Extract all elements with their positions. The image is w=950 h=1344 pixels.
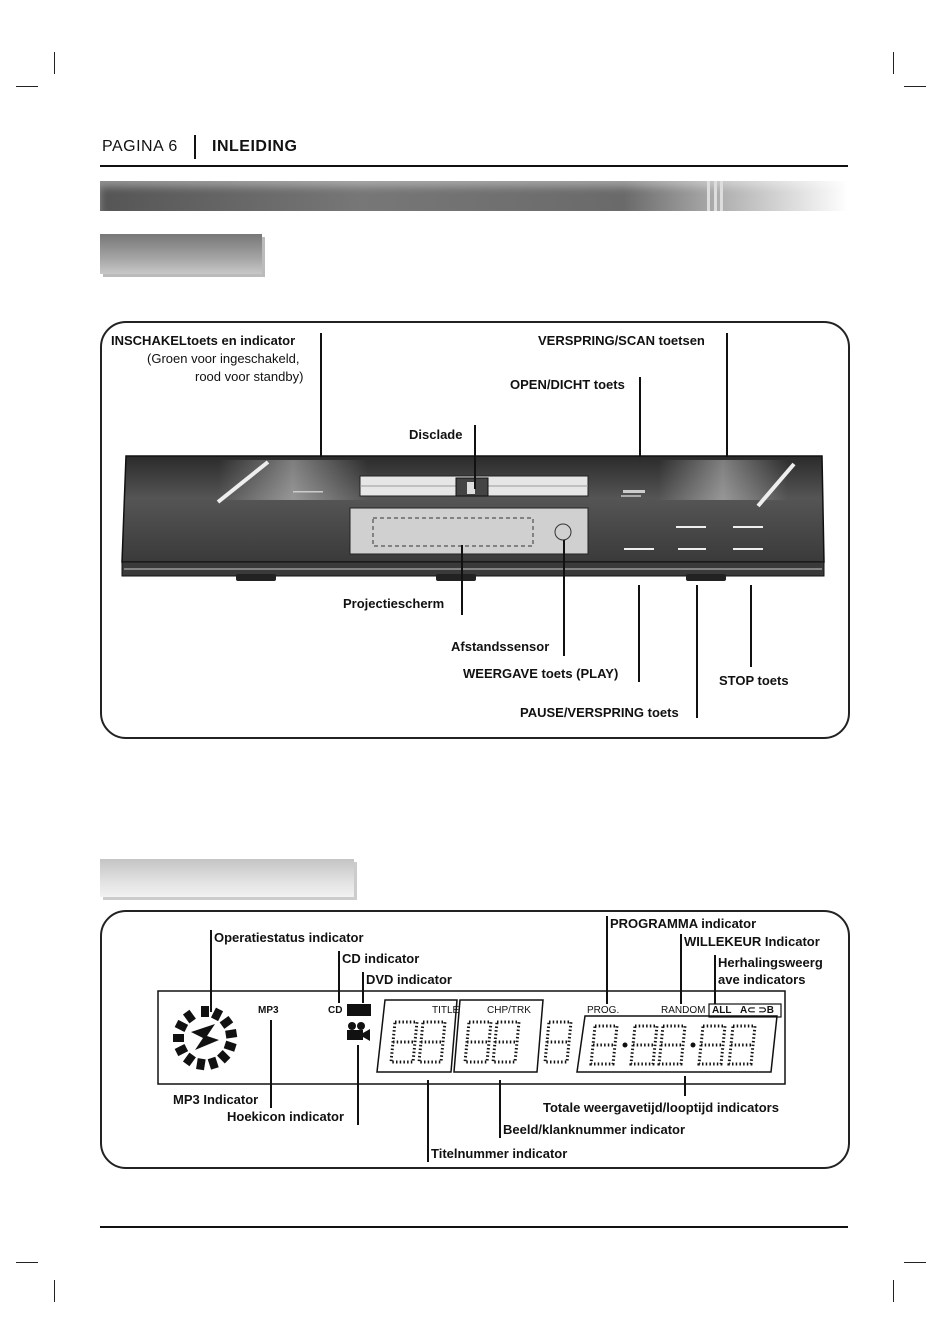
label-chapter-track: Beeld/klanknummer indicator (503, 1122, 686, 1137)
footer-rule (100, 1226, 848, 1228)
label-remote-sensor: Afstandssensor (451, 639, 550, 654)
title-band (100, 181, 848, 211)
leader-line (714, 955, 716, 1004)
leader-line (696, 585, 698, 718)
lcd-cd: CD (328, 1005, 343, 1016)
crop-mark (16, 1262, 38, 1263)
leader-line (320, 333, 322, 457)
label-open-close: OPEN/DICHT toets (510, 377, 625, 392)
leader-line (606, 916, 608, 1004)
crop-mark (893, 52, 894, 74)
label-stop: STOP toets (719, 673, 789, 688)
crop-mark (54, 1280, 55, 1302)
crop-mark (904, 1262, 926, 1263)
label-power-button: INSCHAKELtoets en indicator (111, 333, 296, 348)
leader-line (726, 333, 728, 457)
crop-mark (893, 1280, 894, 1302)
section-title: INLEIDING (212, 138, 298, 155)
lcd-chp-trk: CHP/TRK (487, 1005, 531, 1016)
leader-line (638, 585, 640, 682)
page-number: PAGINA 6 (102, 138, 178, 155)
band-stripe (707, 181, 710, 211)
label-title-number: Titelnummer indicator (431, 1146, 568, 1161)
label-repeat: Herhalingsweerg (718, 955, 823, 970)
label-total-time: Totale weergavetijd/looptijd indicators (543, 1100, 779, 1115)
leader-line (499, 1080, 501, 1138)
section-heading-display-window (100, 859, 354, 897)
lcd-mp3: MP3 (258, 1005, 279, 1016)
leader-line (357, 1045, 359, 1125)
band-stripe (720, 181, 723, 211)
lcd-prog: PROG. (587, 1005, 620, 1016)
leader-line (750, 585, 752, 667)
label-power-note: (Groen voor ingeschakeld, (147, 351, 300, 366)
label-skip-scan: VERSPRING/SCAN toetsen (538, 333, 705, 348)
leader-line (639, 377, 641, 457)
crop-mark (904, 86, 926, 87)
header-divider (194, 135, 196, 159)
label-program: PROGRAMMA indicator (610, 916, 757, 931)
label-cd-indicator: CD indicator (342, 951, 420, 966)
label-pause: PAUSE/VERSPRING toets (520, 705, 679, 720)
leader-line (684, 1076, 686, 1096)
leader-line (362, 972, 364, 1003)
leader-line (680, 934, 682, 1004)
leader-line (427, 1080, 429, 1162)
label-dvd-indicator: DVD indicator (366, 972, 452, 987)
label-random: WILLEKEUR Indicator (684, 934, 820, 949)
label-power-note: rood voor standby) (195, 369, 304, 384)
label-display: Projectiescherm (343, 596, 445, 611)
section-heading-front-panel (100, 234, 262, 274)
label-repeat: ave indicators (718, 972, 806, 987)
leader-line (210, 930, 212, 1012)
label-play: WEERGAVE toets (PLAY) (463, 666, 619, 681)
crop-mark (54, 52, 55, 74)
label-mp3: MP3 Indicator (173, 1092, 259, 1107)
label-operation-status: Operatiestatus indicator (214, 930, 364, 945)
lcd-title: TITLE (432, 1005, 460, 1016)
label-disc-tray: Disclade (409, 427, 463, 442)
lcd-all: ALL (712, 1005, 732, 1016)
leader-line (338, 951, 340, 1003)
leader-line (270, 1020, 272, 1108)
label-angle: Hoekicon indicator (227, 1109, 345, 1124)
crop-mark (16, 86, 38, 87)
leader-line (461, 545, 463, 615)
band-stripe (714, 181, 717, 211)
lcd-ab: A⊂ ⊃B (740, 1005, 774, 1016)
header-rule (100, 165, 848, 167)
leader-line (563, 540, 565, 656)
lcd-random: RANDOM (661, 1005, 706, 1016)
leader-line (474, 425, 476, 489)
